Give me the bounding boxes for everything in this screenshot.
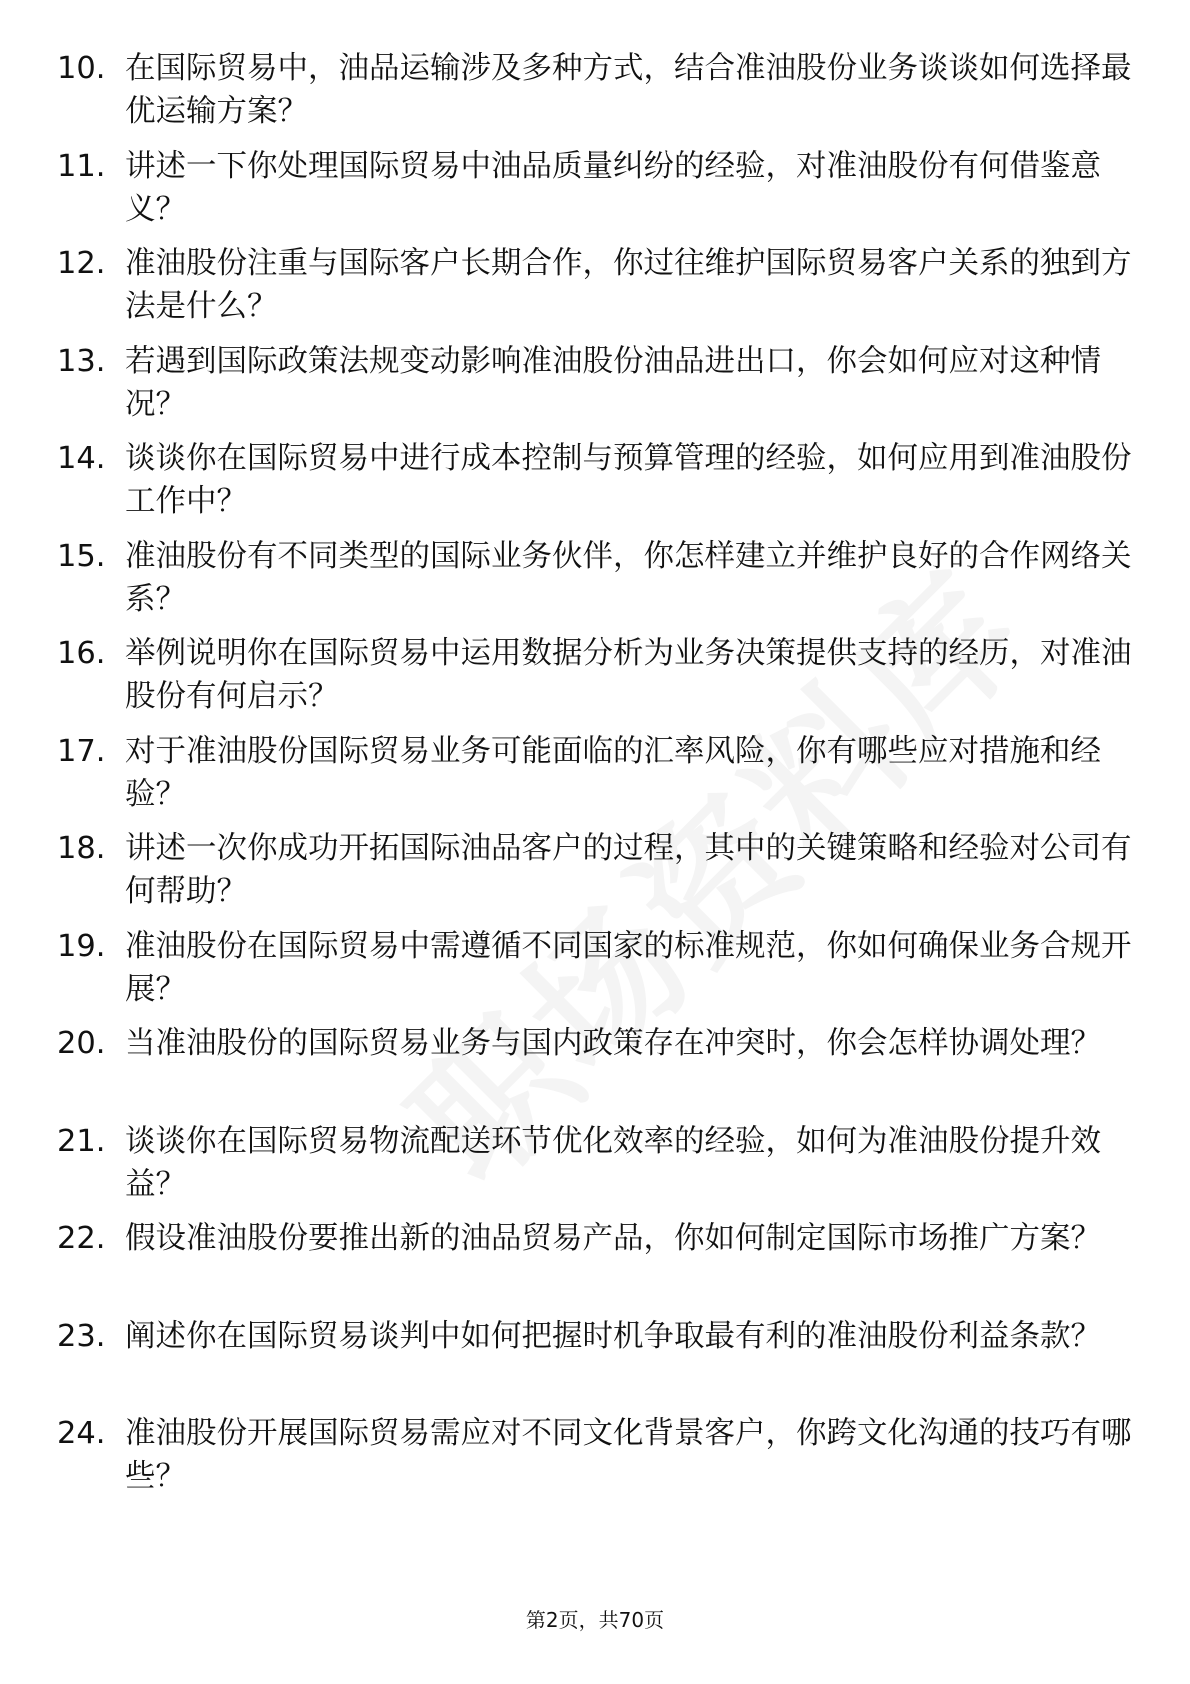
question-number: 12. (57, 246, 106, 281)
question-text: 准油股份在国际贸易中需遵循不同国家的标准规范，你如何确保业务合规开展？ (125, 928, 1132, 1007)
question-item (57, 145, 1137, 243)
question-text: 谈谈你在国际贸易物流配送环节优化效率的经验，如何为准油股份提升效益？ (125, 1123, 1101, 1202)
question-number: 18. (57, 831, 106, 866)
question-number: 13. (57, 343, 106, 379)
question-item (57, 535, 1137, 633)
question-item (57, 1022, 1137, 1120)
question-text: 在国际贸易中，油品运输涉及多种方式，结合准油股份业务谈谈如何选择最优运输方案？ (125, 51, 1132, 129)
question-item (57, 242, 1137, 340)
question-text: 讲述一次你成功开拓国际油品客户的过程，其中的关键策略和经验对公司有何帮助？ (125, 831, 1132, 909)
question-item (57, 437, 1137, 535)
question-number: 20. (57, 1026, 106, 1061)
question-list (57, 47, 1137, 1510)
question-number: 17. (57, 733, 106, 769)
question-text: 举例说明你在国际贸易中运用数据分析为业务决策提供支持的经历，对准油股份有何启示？ (125, 636, 1132, 714)
question-text: 若遇到国际政策法规变动影响准油股份油品进出口，你会如何应对这种情况？ (125, 343, 1101, 422)
question-item (57, 340, 1137, 438)
question-number: 21. (57, 1123, 106, 1159)
question-text: 阐述你在国际贸易谈判中如何把握时机争取最有利的准油股份利益条款？ (125, 1318, 1101, 1354)
question-item (57, 1120, 1137, 1218)
question-item (57, 1412, 1137, 1510)
question-item (57, 632, 1137, 730)
question-number: 24. (57, 1416, 106, 1451)
question-item (57, 1217, 1137, 1315)
question-number: 11. (57, 148, 106, 184)
question-number: 23. (57, 1318, 106, 1354)
question-text: 对于准油股份国际贸易业务可能面临的汇率风险，你有哪些应对措施和经验？ (125, 733, 1101, 812)
question-number: 16. (57, 636, 106, 671)
question-number: 10. (57, 51, 106, 86)
question-item (57, 730, 1137, 828)
page-footer (0, 1604, 1190, 1633)
question-item (57, 47, 1137, 145)
question-item (57, 1315, 1137, 1413)
question-text: 准油股份注重与国际客户长期合作，你过往维护国际贸易客户关系的独到方法是什么？ (125, 246, 1132, 324)
question-number: 15. (57, 538, 106, 574)
question-number: 14. (57, 441, 106, 476)
question-text: 假设准油股份要推出新的油品贸易产品，你如何制定国际市场推广方案？ (125, 1221, 1101, 1256)
question-text: 准油股份有不同类型的国际业务伙伴，你怎样建立并维护良好的合作网络关系？ (125, 538, 1132, 617)
question-text: 讲述一下你处理国际贸易中油品质量纠纷的经验，对准油股份有何借鉴意义？ (125, 148, 1101, 227)
question-text: 谈谈你在国际贸易中进行成本控制与预算管理的经验，如何应用到准油股份工作中？ (125, 441, 1132, 519)
question-number: 19. (57, 928, 106, 964)
question-item (57, 925, 1137, 1023)
page-number-label: 第2页，共70页 (525, 1608, 665, 1632)
question-text: 当准油股份的国际贸易业务与国内政策存在冲突时，你会怎样协调处理？ (125, 1026, 1101, 1061)
question-number: 22. (57, 1221, 106, 1256)
question-text: 准油股份开展国际贸易需应对不同文化背景客户，你跨文化沟通的技巧有哪些？ (125, 1416, 1132, 1494)
question-item (57, 827, 1137, 925)
